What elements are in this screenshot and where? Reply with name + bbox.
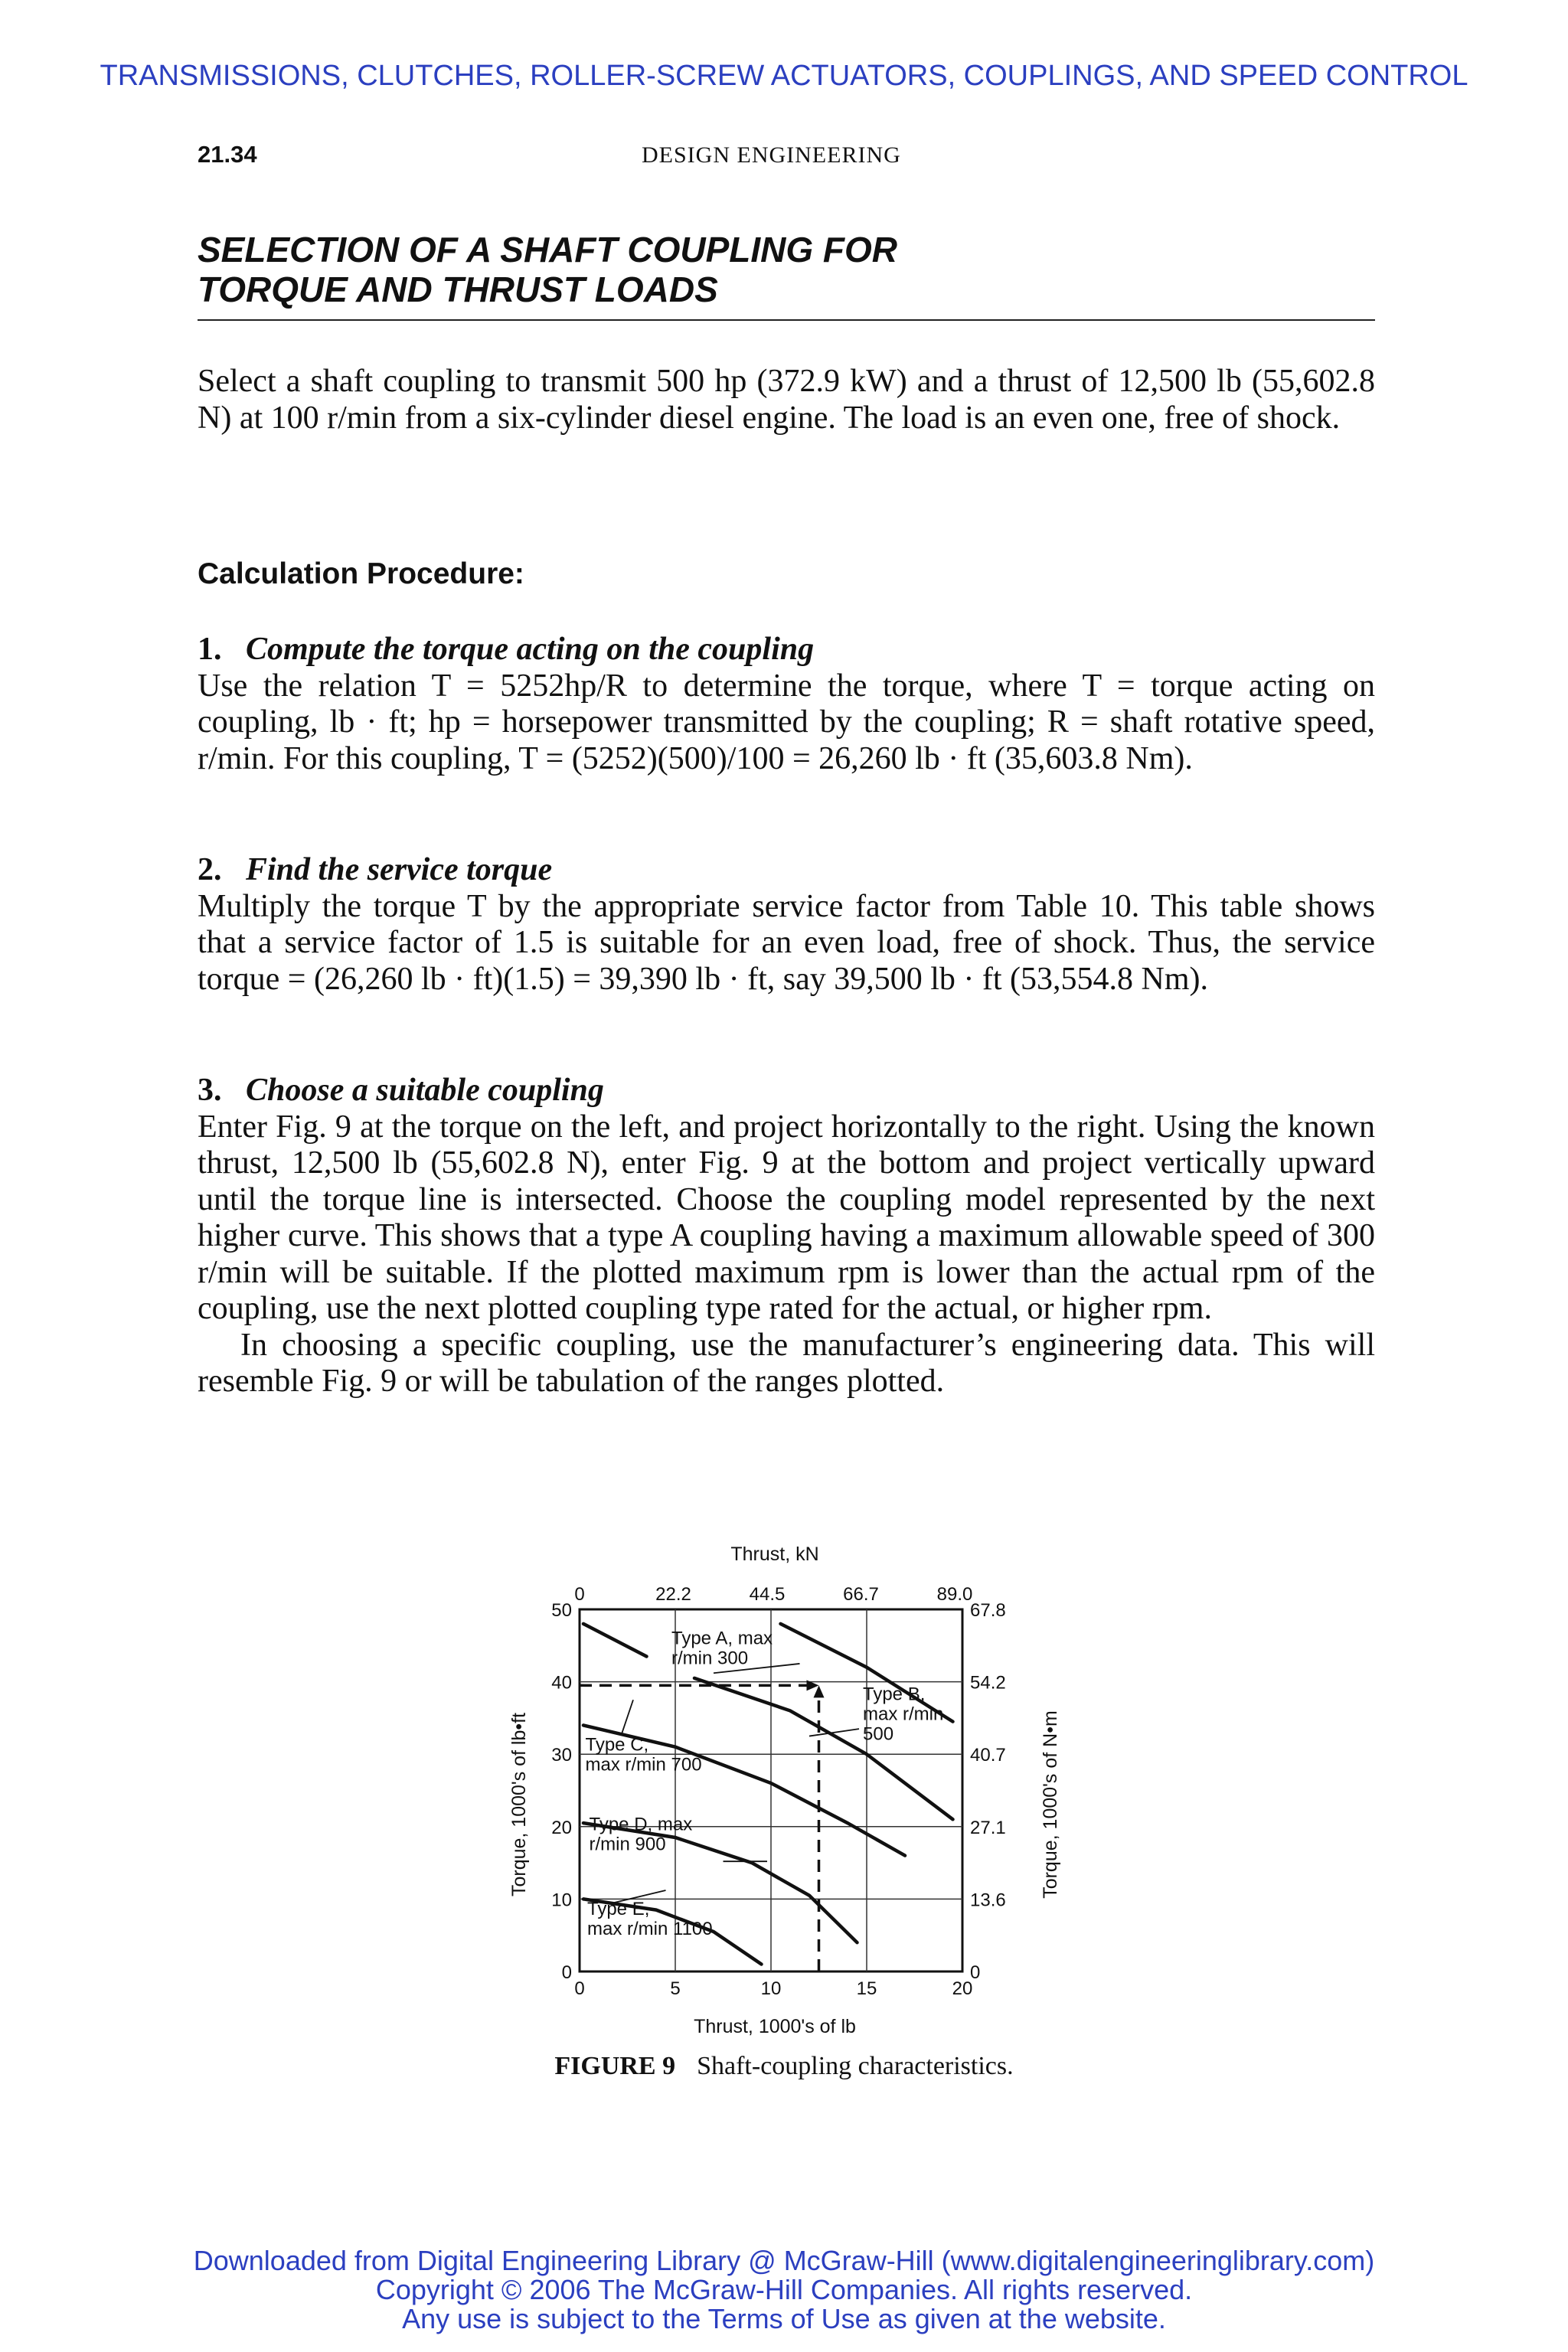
right-tick-label: 54.2: [970, 1672, 1006, 1694]
right-tick-label: 0: [970, 1962, 981, 1983]
bottom-tick-label: 10: [760, 1978, 782, 1999]
curve-label-line: max r/min: [863, 1704, 944, 1725]
step-2: [198, 852, 1375, 998]
bottom-tick-label: 0: [574, 1978, 585, 1999]
curve-label-line: r/min 300: [671, 1648, 749, 1669]
footer: [0, 2246, 1568, 2334]
footer-line-1: Downloaded from Digital Engineering Library @ McGraw-Hill (www.digitalengineeringlibrary.com): [193, 2245, 1375, 2276]
top-tick-label: 22.2: [655, 1584, 691, 1605]
step-2-heading: [198, 852, 1375, 889]
coupling-chart: [490, 1535, 1080, 2048]
curve-label-line: 500: [863, 1723, 894, 1745]
left-axis-label: Torque, 1000's of lb•ft: [508, 1712, 530, 1897]
curve-label-line: Type C,: [585, 1734, 649, 1756]
step-2-text: Multiply the torque T by the appropriate service factor from Table 10. This table shows that a service factor of 1.5 is suitable for an even load, free of shock. Thus, the service torque = (26,260 lb · ft)(1.5) = 39,390 lb · ft, say 39,500 lb · ft (53,554.8 Nm).: [198, 888, 1375, 997]
left-tick-label: 0: [561, 1962, 572, 1983]
figure-9: [490, 1535, 1080, 2048]
step-2-title: Find the service torque: [246, 852, 553, 887]
left-tick-label: 40: [551, 1672, 572, 1694]
curve-labels: [586, 1628, 944, 1939]
page-number: 21.34: [198, 141, 257, 168]
footer-line-2: Copyright © 2006 The McGraw-Hill Companies. All rights reserved.: [375, 2274, 1193, 2305]
step-3-number: 3.: [198, 1073, 222, 1108]
bottom-tick-label: 15: [856, 1978, 877, 1999]
top-tick-label: 0: [574, 1584, 585, 1605]
top-tick-label: 66.7: [843, 1584, 879, 1605]
bottom-tick-label: 20: [952, 1978, 973, 1999]
right-tick-label: 13.6: [970, 1890, 1006, 1911]
bottom-axis-label: Thrust, 1000's of lb: [694, 2016, 856, 2037]
top-tick-label: 89.0: [936, 1584, 973, 1605]
bottom-tick-label: 5: [670, 1978, 681, 1999]
right-tick-label: 40.7: [970, 1745, 1006, 1766]
chapter-banner: TRANSMISSIONS, CLUTCHES, ROLLER-SCREW ACTUATORS, COUPLINGS, AND SPEED CONTROL: [100, 60, 1468, 92]
section-title-line-1: SELECTION OF A SHAFT COUPLING FOR: [198, 230, 898, 270]
step-2-number: 2.: [198, 852, 222, 887]
right-axis-label: Torque, 1000's of N•m: [1040, 1710, 1061, 1899]
procedure-heading: Calculation Procedure:: [198, 557, 524, 590]
series-curve-0: [583, 1624, 647, 1657]
step-3: [198, 1073, 1375, 1400]
step-3-heading: [198, 1073, 1375, 1109]
step-1-number: 1.: [198, 632, 222, 667]
left-tick-label: 50: [551, 1600, 572, 1621]
right-tick-label: 27.1: [970, 1817, 1006, 1838]
section-title-line-2: TORQUE AND THRUST LOADS: [198, 270, 718, 309]
step-1-text: Use the relation T = 5252hp/R to determine the torque, where T = torque acting on coupling, lb · ft; hp = horsepower transmitted by the coupling; R = shaft rotative speed, r/min. For this coupling, T = (5252)(500)/100 = 26,260 lb · ft (35,603.8 Nm).: [198, 668, 1375, 776]
reference-thrust-arrow: [814, 1685, 825, 1697]
step-3-title: Choose a suitable coupling: [246, 1073, 604, 1108]
curve-label-line: Type E,: [587, 1899, 650, 1920]
intro-text: Select a shaft coupling to transmit 500 hp (372.9 kW) and a thrust of 12,500 lb (55,602.8 N) at 100 r/min from a six-cylinder diesel engine. The load is an even one, free of shock.: [198, 364, 1375, 436]
step-1: [198, 632, 1375, 777]
curve-label-line: Type A, max: [671, 1628, 773, 1649]
step-1-title: Compute the torque acting on the coupling: [246, 632, 815, 667]
left-tick-label: 20: [551, 1817, 572, 1838]
left-tick-label: 10: [551, 1890, 572, 1911]
step-3-extra-text: In choosing a specific coupling, use the manufacturer’s engineering data. This will resemble Fig. 9 or will be tabulation of the ranges plotted.: [198, 1327, 1375, 1399]
footer-line-3: Any use is subject to the Terms of Use as given at the website.: [402, 2303, 1166, 2334]
figure-caption: [0, 2052, 1568, 2081]
step-3-text: Enter Fig. 9 at the torque on the left, and project horizontally to the right. Using the known thrust, 12,500 lb (55,602.8 N), enter Fig. 9 at the bottom and project vertically upward until the torque line is intersected. Choose the coupling model represented by the next higher curve. This shows that a type A coupling having a maximum allowable speed of 300 r/min will be suitable. If the plotted maximum rpm is lower than the actual rpm of the coupling, use the next plotted coupling type rated for the actual, or higher rpm.: [198, 1109, 1375, 1326]
figure-caption-label: FIGURE 9: [554, 2052, 676, 2080]
curve-label-leader: [622, 1700, 633, 1733]
running-head: DESIGN ENGINEERING: [642, 142, 901, 168]
right-tick-label: 67.8: [970, 1600, 1006, 1621]
title-divider: [198, 319, 1375, 321]
figure-caption-text: Shaft-coupling characteristics.: [697, 2052, 1014, 2080]
top-tick-label: 44.5: [749, 1584, 786, 1605]
top-axis-label: Thrust, kN: [730, 1544, 819, 1565]
section-title: [198, 230, 1377, 309]
curve-label-line: Type D, max: [589, 1814, 693, 1835]
curve-label-line: r/min 900: [589, 1834, 666, 1855]
curve-label-line: Type B,: [863, 1684, 926, 1705]
step-1-heading: [198, 632, 1375, 668]
curve-label-line: max r/min 700: [585, 1754, 702, 1775]
intro-paragraph: [198, 364, 1375, 436]
curve-label-line: max r/min 1100: [587, 1919, 713, 1940]
left-tick-label: 30: [551, 1745, 572, 1766]
